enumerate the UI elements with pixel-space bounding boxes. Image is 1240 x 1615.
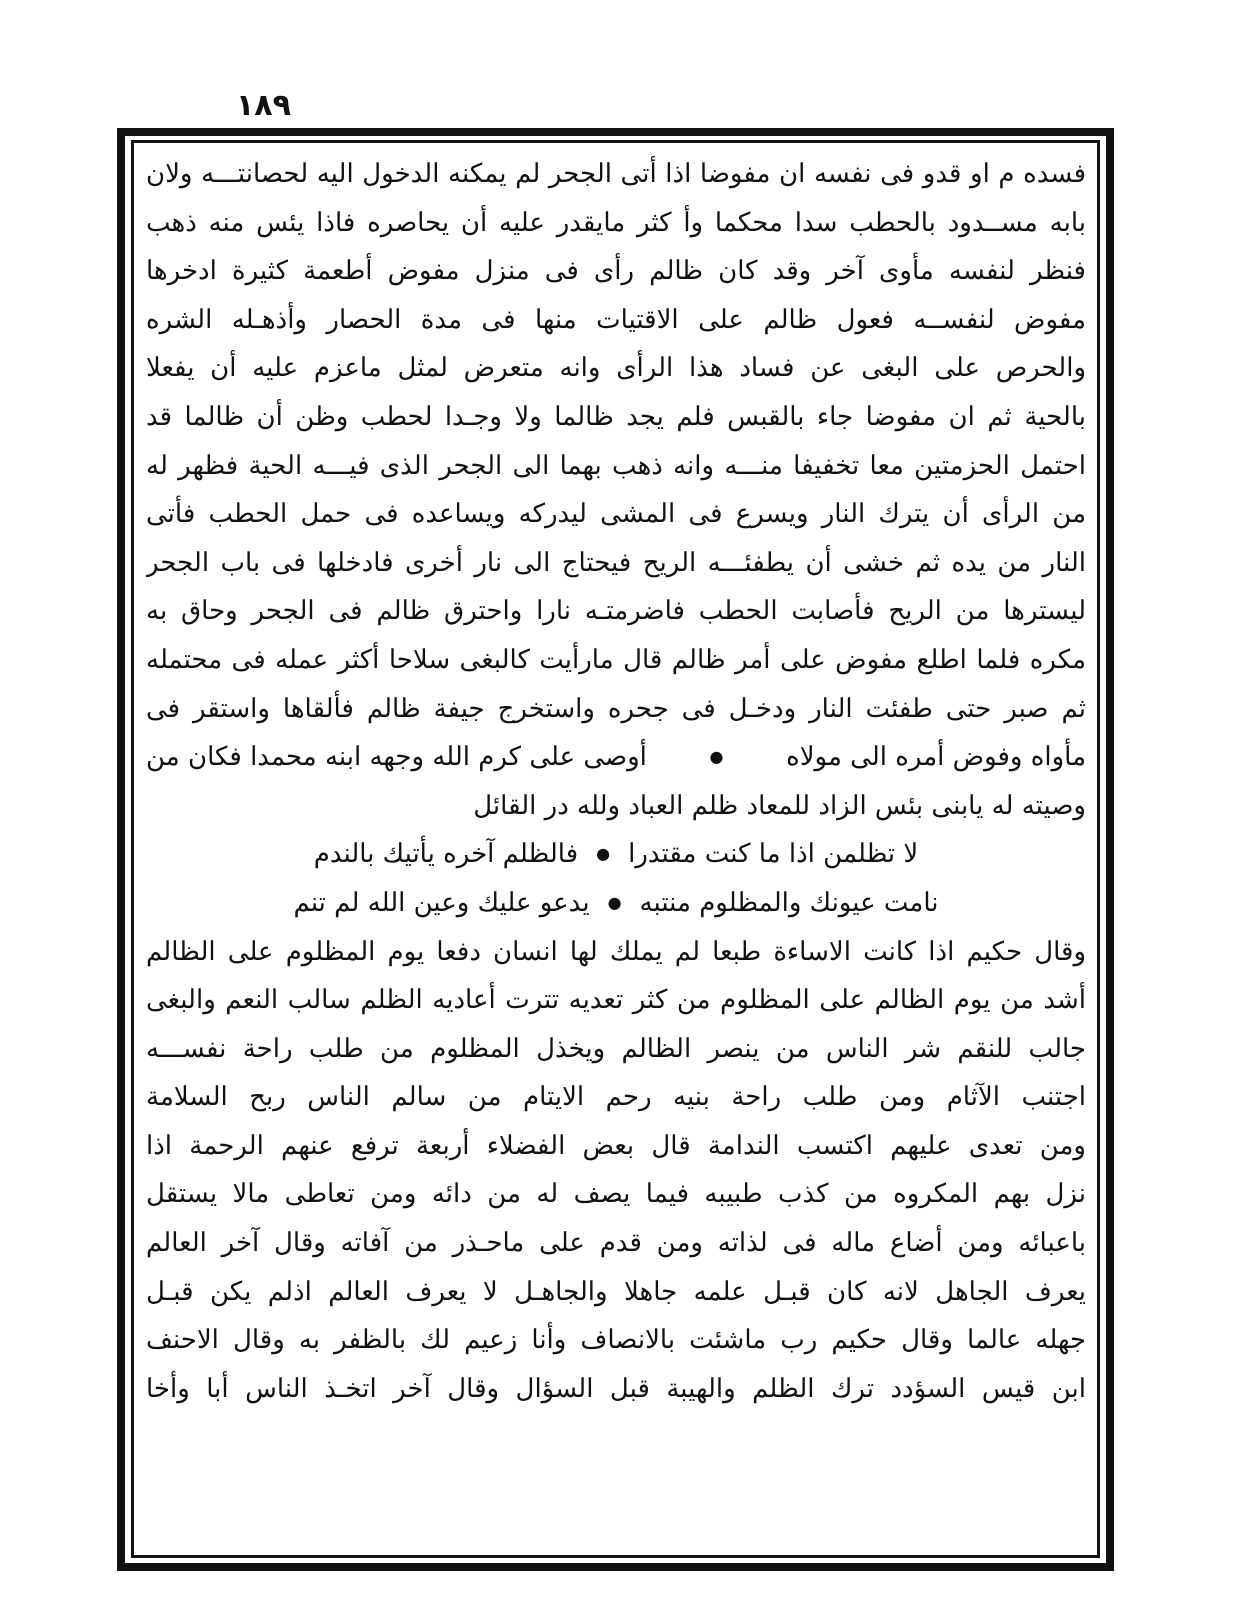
verse-first-hemistich: لا تظلمن اذا ما كنت مقتدرا [628,839,919,870]
text-line: أشد من يوم الظالم على المظلوم من كثر تعديه تترت أعاديه الظلم سالب النعم والبغى [146,985,1086,1016]
text-line: جهله عالما وقال حكيم رب ماشئت بالانصاف وأنا زعيم لك بالظفر به وقال الاحنف [146,1325,1086,1356]
text-line: وصيته له يابنى بئس الزاد للمعاد ظلم العباد ولله در القائل [473,790,1086,821]
text-segment: مأواه وفوض أمره الى مولاه [786,742,1086,773]
verse-second-hemistich: فالظلم آخره يأتيك بالندم [313,839,579,870]
text-line: مفوض لنفســه فعول ظالم على الاقتيات منها فى مدة الحصار وأذهـله الشره [146,304,1086,335]
text-line: والحرص على البغى عن فساد هذا الرأى وانه متعرض لمثل ماعزم عليه أن يفعلا [146,353,1086,384]
text-line: بابه مســدود بالحطب سدا محكما وأ كثر مايقدر عليه أن يحاصره فاذا يئس منه ذهب [146,207,1086,238]
text-line: وقال حكيم اذا كانت الاساءة طبعا لم يملك لها انسان دفعا يوم المظلوم على الظالم [146,936,1086,967]
text-line: باعبائه ومن أضاع ماله فى لذاته ومن قدم على ماحـذر من آفاته وقال آخر العالم [146,1228,1086,1259]
verse-second-hemistich: يدعو عليك وعين الله لم تنم [293,887,590,918]
text-line: مكره فلما اطلع مفوض على أمر ظالم قال مارأيت كالبغى سلاحا أكثر عمله فى محتمله [146,644,1086,675]
verse-first-hemistich: نامت عيونك والمظلوم منتبه [639,887,939,918]
bullet-mark: ● [709,747,724,767]
text-line: فسده م او قدو فى نفسه ان مفوضا اذا أتى الجحر لم يمكنه الدخول اليه لحصانتـــه ولان [146,159,1086,189]
text-line: نزل بهم المكروه من كذب طبيبه فيما يصف له من دائه ومن تعاطى مالا يستقل [146,1179,1086,1210]
text-line: فنظر لنفسه مأوى آخر وقد كان ظالم رأى فى منزل مفوض أطعمة كثيرة ادخرها [146,256,1086,287]
text-line: بالحية ثم ان مفوضا جاء بالقبس فلم يجد ظالما ولا وجـدا لحطب وظن أن ظالما قد [146,401,1086,432]
text-line: من الرأى أن يترك النار ويسرع فى المشى ليدركه ويساعده فى حمل الحطب فأتى [146,499,1086,530]
text-segment: أوصى على كرم الله وجهه ابنه محمدا فكان من [146,742,647,773]
text-line: جالب للنقم شر الناس من ينصر الظالم ويخذل المظلوم من طلب راحة نفســـه [146,1033,1086,1064]
text-line: يعرف الجاهل لانه كان قبـل علمه جاهلا والجاهـل لا يعرف العالم اذلم يكن قبـل [146,1276,1086,1307]
text-line-with-bullet [146,733,1086,782]
text-line: ومن تعدى عليهم اكتسب الندامة قال بعض الفضلاء أربعة ترفع عنهم الرحمة اذا [146,1130,1086,1161]
text-line: ابن قيس السؤدد ترك الظلم والهيبة قبل السؤال وقال آخر اتخـذ الناس أبا وأخا [146,1373,1086,1404]
text-line: اجتنب الآثام ومن طلب راحة بنيه رحم الايتام من سالم الناس ربح السلامة [146,1082,1086,1113]
text-line: ليسترها من الريح فأصابت الحطب فاضرمتـه نارا واحترق ظالم فى الجحر وحاق به [146,596,1086,627]
verse-separator: ● [607,892,622,912]
verse-separator: ● [596,844,611,864]
main-text-block [146,150,1086,1550]
text-line: احتمل الحزمتين معا تخفيفا منـــه وانه ذهب بهما الى الجحر الذى فيـــه الحية فظهر له [146,450,1086,481]
text-line: النار من يده ثم خشى أن يطفئـــه الريح فيحتاج الى نار أخرى فادخلها فى باب الجحر [146,547,1086,578]
text-line: ثم صبر حتى طفئت النار ودخـل فى جحره واستخرج جيفة ظالم فألقاها واستقر فى [146,693,1086,724]
poem-verse [146,830,1086,879]
page-number: ١٨٩ [236,88,291,123]
poem-verse [146,879,1086,928]
